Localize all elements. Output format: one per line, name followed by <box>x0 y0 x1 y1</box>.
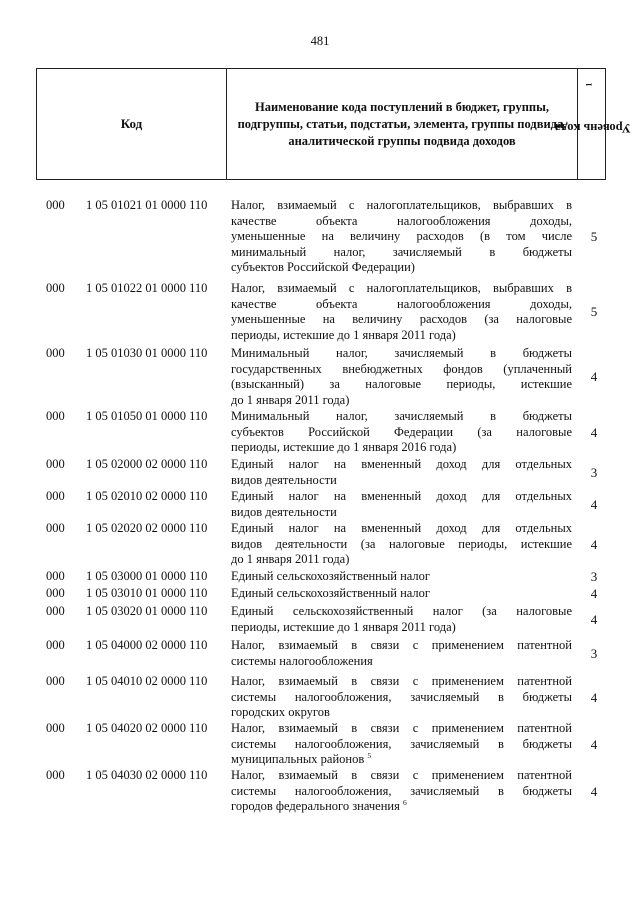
description-line-text: Налог, взимаемый в связи с применением патентной <box>231 768 572 782</box>
admin-code: 000 <box>46 489 65 503</box>
description-line <box>231 440 572 456</box>
admin-code: 000 <box>46 409 65 423</box>
classification-code: 1 05 02000 02 0000 110 <box>86 457 208 471</box>
description-line-text: субъектов Российской Федерации (за налоговые <box>231 424 572 439</box>
description-line-text: до 1 января 2011 года) <box>231 552 350 566</box>
description-line-text: качестве объекта налогообложения доходы, <box>231 213 572 228</box>
description-line <box>231 604 572 620</box>
classification-code: 1 05 04000 02 0000 110 <box>86 638 208 652</box>
code-level: 4 <box>590 586 598 601</box>
code-level: 5 <box>590 304 598 320</box>
description-line <box>231 537 572 553</box>
description-line <box>231 799 572 815</box>
description-line <box>231 721 572 737</box>
code-level: 3 <box>590 569 598 584</box>
description-line-text: периоды, истекшие до 1 января 2016 года) <box>231 440 457 454</box>
description-line-text: системы налогообложения <box>231 653 373 668</box>
description-line-text: субъектов Российской Федерации) <box>231 260 415 274</box>
code-description <box>231 281 572 343</box>
description-line <box>231 393 572 409</box>
classification-code: 1 05 01050 01 0000 110 <box>86 409 208 423</box>
description-line-text: Налог, взимаемый в связи с применением патентной <box>231 721 572 735</box>
code-level: 3 <box>590 464 598 480</box>
table-header <box>36 68 631 180</box>
description-line <box>231 214 572 230</box>
footnote-marker: 6 <box>402 798 407 807</box>
code-level: 4 <box>590 369 598 385</box>
description-line <box>231 752 572 768</box>
description-line-text: системы налогообложения, зачисляемый в бюджеты <box>231 783 572 798</box>
description-line <box>231 521 572 537</box>
classification-code: 1 05 02010 02 0000 110 <box>86 489 208 503</box>
description-line-text: Единый налог на вмененный доход для отдельных <box>231 521 572 535</box>
admin-code: 000 <box>46 721 65 735</box>
description-line <box>231 505 572 521</box>
admin-code: 000 <box>46 586 65 600</box>
description-line-text: уменьшенные на величину расходов (за налоговые <box>231 312 572 326</box>
admin-code: 000 <box>46 457 65 471</box>
header-level <box>554 69 631 179</box>
admin-code: 000 <box>46 281 65 295</box>
admin-code: 000 <box>46 346 65 360</box>
description-line <box>231 457 572 473</box>
classification-code: 1 05 04030 02 0000 110 <box>86 768 208 782</box>
description-line-text: городских округов <box>231 705 330 719</box>
code-description <box>231 721 572 768</box>
description-line <box>231 377 572 393</box>
classification-code: 1 05 03020 01 0000 110 <box>86 604 208 618</box>
description-line <box>231 229 572 245</box>
description-line <box>231 638 572 654</box>
description-line <box>231 297 572 313</box>
admin-code: 000 <box>46 638 65 652</box>
code-description <box>231 346 572 408</box>
description-line <box>231 620 572 636</box>
description-line <box>231 489 572 505</box>
description-line-text: Единый налог на вмененный доход для отдельных <box>231 457 572 471</box>
code-description <box>231 586 572 602</box>
description-line-text: системы налогообложения, зачисляемый в бюджеты <box>231 689 572 704</box>
description-line <box>231 569 572 585</box>
classification-code: 1 05 04020 02 0000 110 <box>86 721 208 735</box>
header-name: Наименование кода поступлений в бюджет, группы, подгруппы, статьи, подстатьи, элемента, группы подвида, аналитической группы подвида доходов <box>237 99 567 148</box>
description-line-text: Единый сельскохозяйственный налог <box>231 586 431 600</box>
code-description <box>231 409 572 456</box>
code-level: 4 <box>590 783 598 799</box>
description-line <box>231 473 572 489</box>
description-line <box>231 705 572 721</box>
description-line <box>231 552 572 568</box>
admin-code: 000 <box>46 604 65 618</box>
classification-code: 1 05 03000 01 0000 110 <box>86 569 208 583</box>
classification-code: 1 05 01021 01 0000 110 <box>86 198 208 212</box>
description-line <box>231 674 572 690</box>
classification-code: 1 05 01030 01 0000 110 <box>86 346 208 360</box>
code-level: 4 <box>590 611 598 627</box>
description-line-text: периоды, истекшие до 1 января 2011 года) <box>231 619 456 634</box>
footnote-marker: 5 <box>367 751 372 760</box>
description-line <box>231 198 572 214</box>
code-level: 4 <box>590 736 598 752</box>
description-line-text: до 1 января 2011 года) <box>231 392 350 407</box>
description-line <box>231 768 572 784</box>
classification-code: 1 05 01022 01 0000 110 <box>86 281 208 295</box>
description-line <box>231 425 572 441</box>
code-level: 5 <box>590 229 598 244</box>
description-line-text: видов деятельности (за налоговые периоды, истекшие <box>231 536 572 551</box>
description-line-text: Единый сельскохозяйственный налог (за налоговые <box>231 604 572 618</box>
header-level-footnote: 1 <box>583 82 593 87</box>
description-line-text: Налог, взимаемый с налогоплательщиков, выбравших в <box>231 281 572 295</box>
description-line-text: видов деятельности <box>231 504 337 519</box>
description-line <box>231 328 572 344</box>
description-line-text: Налог, взимаемый в связи с применением патентной <box>231 638 572 652</box>
description-line <box>231 260 572 276</box>
code-description <box>231 489 572 520</box>
description-line-text: Единый налог на вмененный доход для отдельных <box>231 489 572 503</box>
code-description <box>231 198 572 276</box>
admin-code: 000 <box>46 674 65 688</box>
classification-code: 1 05 03010 01 0000 110 <box>86 586 208 600</box>
admin-code: 000 <box>46 521 65 535</box>
description-line-text: Налог, взимаемый в связи с применением патентной <box>231 674 572 688</box>
description-line <box>231 362 572 378</box>
header-level-label: Уровень кода <box>554 121 631 136</box>
code-level: 3 <box>590 645 598 661</box>
admin-code: 000 <box>46 569 65 583</box>
description-line <box>231 690 572 706</box>
page-number: 481 <box>310 34 330 48</box>
classification-code: 1 05 04010 02 0000 110 <box>86 674 208 688</box>
code-description <box>231 604 572 635</box>
code-level: 4 <box>590 536 598 552</box>
classification-code: 1 05 02020 02 0000 110 <box>86 521 208 535</box>
code-level: 4 <box>590 496 598 512</box>
description-line <box>231 409 572 425</box>
description-line-text: минимальный налог, зачисляемый в бюджеты <box>231 244 572 259</box>
description-line-text: (взысканный) за налоговые периоды, истекшие <box>231 377 572 391</box>
description-line <box>231 586 572 602</box>
description-line <box>231 312 572 328</box>
description-line <box>231 654 572 670</box>
description-line-text: системы налогообложения, зачисляемый в бюджеты <box>231 736 572 751</box>
code-description <box>231 457 572 488</box>
description-line-text: периоды, истекшие до 1 января 2011 года) <box>231 327 456 342</box>
description-line <box>231 737 572 753</box>
description-line <box>231 346 572 362</box>
code-description <box>231 569 572 585</box>
description-line-text: Минимальный налог, зачисляемый в бюджеты <box>231 409 572 423</box>
description-line-text: уменьшенные на величину расходов (в том числе <box>231 229 572 243</box>
description-line-text: городов федерального значения <box>231 799 400 813</box>
description-line-text: видов деятельности <box>231 472 337 487</box>
description-line-text: качестве объекта налогообложения доходы, <box>231 296 572 311</box>
code-description <box>231 768 572 815</box>
admin-code: 000 <box>46 198 65 212</box>
description-line-text: муниципальных районов <box>231 752 365 766</box>
description-line-text: государственных внебюджетных фондов (уплаченный <box>231 361 572 376</box>
code-level: 4 <box>590 424 598 440</box>
description-line <box>231 245 572 261</box>
description-line <box>231 281 572 297</box>
admin-code: 000 <box>46 768 65 782</box>
header-code: Код <box>120 116 143 131</box>
code-description <box>231 521 572 568</box>
code-description <box>231 638 572 669</box>
code-description <box>231 674 572 721</box>
code-level: 4 <box>590 689 598 705</box>
description-line-text: Единый сельскохозяйственный налог <box>231 569 431 583</box>
description-line-text: Минимальный налог, зачисляемый в бюджеты <box>231 346 572 360</box>
description-line <box>231 784 572 800</box>
description-line-text: Налог, взимаемый с налогоплательщиков, выбравших в <box>231 198 572 212</box>
